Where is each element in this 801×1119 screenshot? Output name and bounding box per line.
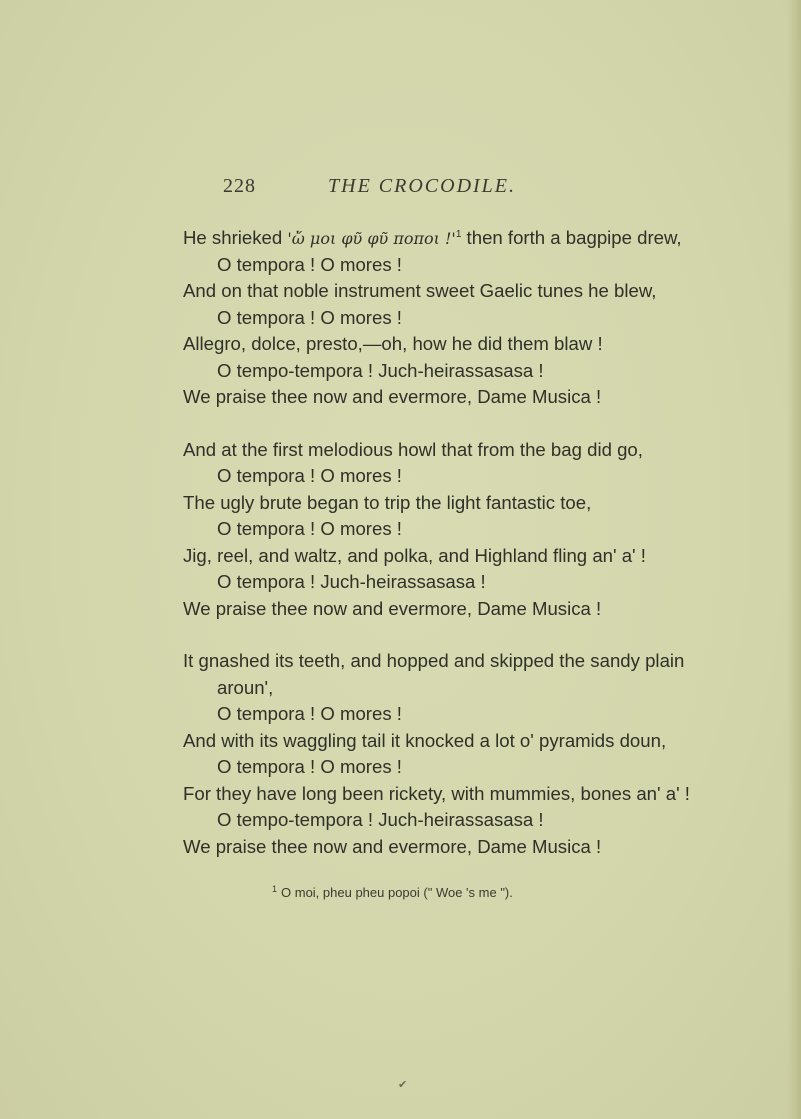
page-number: 228 (223, 175, 256, 197)
poem-line: Jig, reel, and waltz, and polka, and Highland fling an' a' ! (183, 544, 646, 566)
poem-line: And on that noble instrument sweet Gaelic tunes he blew, (183, 280, 657, 301)
poem-line: And at the first melodious howl that from the bag did go, (183, 438, 643, 460)
poem-line-refrain: O tempora ! O mores ! (217, 465, 402, 486)
footnote-marker: 1 (272, 884, 278, 894)
poem-line-refrain: O tempo-tempora ! Juch-heirassasasa ! (217, 359, 544, 381)
paper-speck-mark: ✔ (398, 1078, 408, 1091)
stanza-3 (183, 648, 743, 860)
poem-line: We praise thee now and evermore, Dame Musica ! (183, 835, 602, 857)
footnote-text: O moi, pheu pheu popoi (" Woe 's me "). (281, 885, 513, 900)
poem-line: We praise thee now and evermore, Dame Musica ! (183, 597, 602, 619)
line-text: then forth a bagpipe drew, (461, 227, 682, 248)
footnote-reference[interactable]: 1 (455, 229, 462, 240)
poem-line-refrain: O tempora ! O mores ! (217, 518, 402, 539)
poem-line-refrain: O tempora ! O mores ! (217, 756, 402, 777)
poem-line-refrain: O tempora ! O mores ! (217, 703, 402, 724)
line-text: He shrieked (183, 227, 288, 248)
stanza-2 (183, 437, 743, 623)
poem (183, 225, 743, 860)
poem-line (183, 225, 743, 252)
page-edge-shadow (787, 0, 801, 1119)
poem-line-refrain: O tempo-tempora ! Juch-heirassasasa ! (217, 809, 544, 830)
poem-line: Allegro, dolce, presto,—oh, how he did them blaw ! (183, 333, 603, 354)
poem-line-refrain: O tempora ! O mores ! (217, 253, 402, 275)
poem-line: We praise thee now and evermore, Dame Musica ! (183, 386, 602, 407)
poem-line: The ugly brute began to trip the light fantastic toe, (183, 491, 592, 513)
greek-quote: 'ὤ μοι φῦ φῦ ποποι !' (287, 229, 456, 248)
page-header (223, 175, 623, 203)
footnote (272, 885, 513, 900)
poem-line: And with its waggling tail it knocked a lot o' pyramids doun, (183, 729, 667, 751)
poem-line: It gnashed its teeth, and hopped and skipped the sandy plain (183, 650, 685, 671)
poem-line: For they have long been rickety, with mummies, bones an' a' ! (183, 782, 690, 804)
stanza-1 (183, 225, 743, 411)
poem-line-refrain: O tempora ! Juch-heirassasasa ! (217, 571, 486, 592)
running-title: THE CROCODILE. (328, 175, 517, 197)
poem-line-continuation: aroun', (217, 676, 274, 698)
poem-line-refrain: O tempora ! O mores ! (217, 306, 402, 328)
